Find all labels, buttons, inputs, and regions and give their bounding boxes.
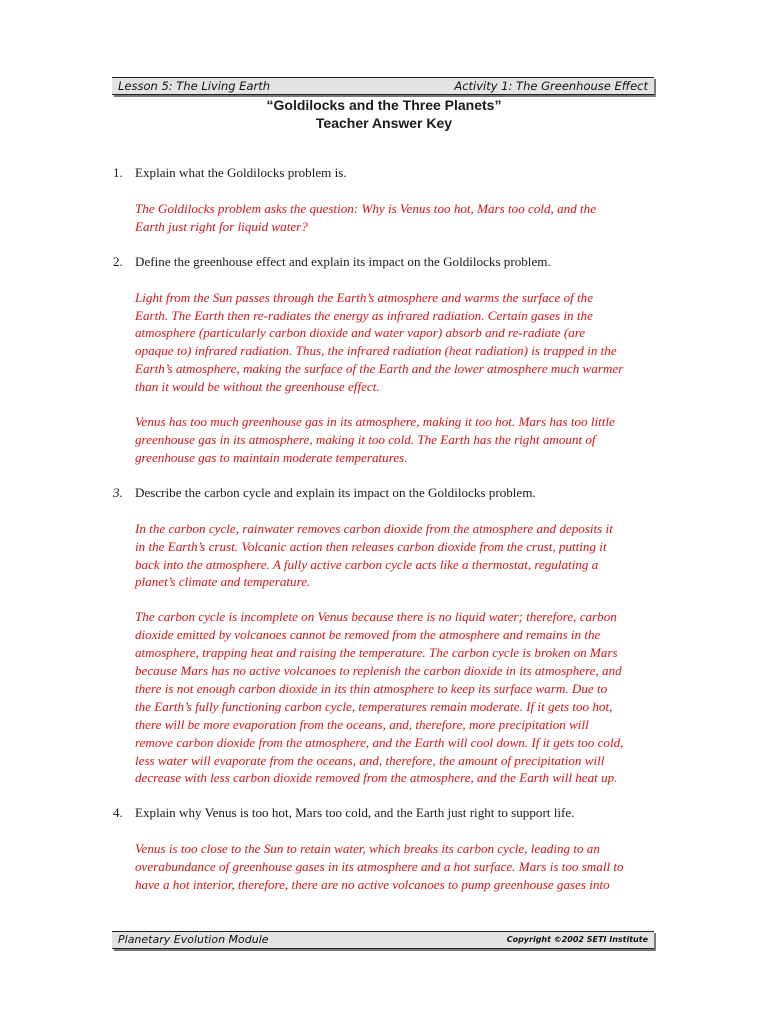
answer-line: In the carbon cycle, rainwater removes carbon dioxide from the atmosphere and deposits it (135, 520, 613, 536)
question-1 (113, 164, 708, 182)
question-2 (113, 253, 708, 271)
title-line-2: Teacher Answer Key (315, 115, 453, 131)
question-number: 2. (113, 253, 123, 269)
page-footer-band (112, 931, 654, 949)
module-name: Planetary Evolution Module (118, 933, 269, 946)
answer-line: greenhouse gas to maintain moderate temperatures. (135, 449, 408, 465)
answer-line: The Goldilocks problem asks the question: Why is Venus too hot, Mars too cold, and the (135, 200, 597, 216)
answer-line: the Earth’s fully functioning carbon cycle, temperatures remain moderate. If it gets too hot, (135, 698, 613, 714)
copyright-notice: Copyright ©2002 SETI Institute (506, 935, 648, 944)
answer-line: opaque to) infrared radiation. Thus, the infrared radiation (heat radiation) is trapped in the (135, 343, 617, 359)
answer-line: decrease with less carbon dioxide removed from the atmosphere, and the Earth will heat up. (135, 770, 618, 786)
answer-line: Venus has too much greenhouse gas in its atmosphere, making it too hot. Mars has too little (135, 414, 615, 430)
answer-line: Venus is too close to the Sun to retain water, which breaks its carbon cycle, leading to an (135, 841, 600, 857)
answer-line: Earth just right for liquid water? (135, 218, 308, 234)
answer-paragraph (113, 289, 708, 396)
answer-line: in the Earth’s crust. Volcanic action then releases carbon dioxide from the crust, putting it (135, 538, 607, 554)
question-number: 1. (113, 165, 123, 180)
answer-line: there will be more evaporation from the oceans, and, therefore, more precipitation will (135, 716, 589, 732)
answer-line: than it would be without the greenhouse effect. (135, 379, 380, 395)
question-text: Describe the carbon cycle and explain its impact on the Goldilocks problem. (135, 484, 536, 500)
question-number: 3. (113, 484, 123, 500)
answer-line: greenhouse gas in its atmosphere, making it too cold. The Earth has the right amount of (135, 431, 596, 447)
answer-line: dioxide emitted by volcanoes cannot be removed from the atmosphere and remains in the (135, 627, 601, 643)
answer-line: Earth’s atmosphere, making the surface of the Earth and the lower atmosphere much warmer (135, 361, 624, 377)
answer-line: overabundance of greenhouse gases in its atmosphere and a hot surface. Mars is too small to (135, 859, 624, 875)
answer-line: atmosphere, trapping heat and raising the temperature. The carbon cycle is broken on Mars (135, 645, 618, 661)
question-4 (113, 804, 708, 822)
answer-line: The carbon cycle is incomplete on Venus because there is no liquid water; therefore, carbon (135, 609, 617, 625)
answer-line: planet’s climate and temperature. (135, 574, 311, 590)
answer-line: remove carbon dioxide from the atmosphere, and the Earth will cool down. If it gets too cold, (135, 734, 624, 750)
lesson-title: Lesson 5: The Living Earth (118, 79, 271, 93)
question-list (113, 164, 708, 911)
answer-line: atmosphere (particularly carbon dioxide and water vapor) absorb and re-radiate (are (135, 325, 586, 341)
answer-line: less water will evaporate from the oceans, and, therefore, the amount of precipitation will (135, 752, 605, 768)
answer-line: because Mars has no active volcanoes to replenish the carbon dioxide in its atmosphere, and (135, 663, 622, 679)
answer-line: Earth. The Earth then re-radiates the energy as infrared radiation. Certain gases in the (135, 307, 593, 323)
answer-line: Light from the Sun passes through the Earth’s atmosphere and warms the surface of the (135, 289, 594, 305)
answer-paragraph (113, 413, 708, 467)
answer-line: there is not enough carbon dioxide in its thin atmosphere to keep its surface warm. Due to (135, 680, 608, 696)
answer-paragraph (113, 520, 708, 592)
question-text: Explain why Venus is too hot, Mars too cold, and the Earth just right to support life. (135, 805, 575, 821)
answer-paragraph (113, 608, 708, 787)
answer-paragraph (113, 840, 708, 894)
document-title (0, 96, 768, 132)
answer-paragraph (113, 200, 708, 236)
question-3 (113, 484, 708, 502)
page-header-band (112, 77, 654, 95)
question-text: Define the greenhouse effect and explain its impact on the Goldilocks problem. (135, 253, 551, 269)
question-number: 4. (113, 805, 123, 821)
answer-line: back into the atmosphere. A fully active carbon cycle acts like a thermostat, regulating a (135, 556, 599, 572)
question-text: Explain what the Goldilocks problem is. (135, 165, 347, 180)
answer-line: have a hot interior, therefore, there are no active volcanoes to pump greenhouse gases into (135, 877, 610, 893)
title-line-1: “Goldilocks and the Three Planets” (266, 97, 502, 113)
activity-title: Activity 1: The Greenhouse Effect (454, 79, 648, 93)
